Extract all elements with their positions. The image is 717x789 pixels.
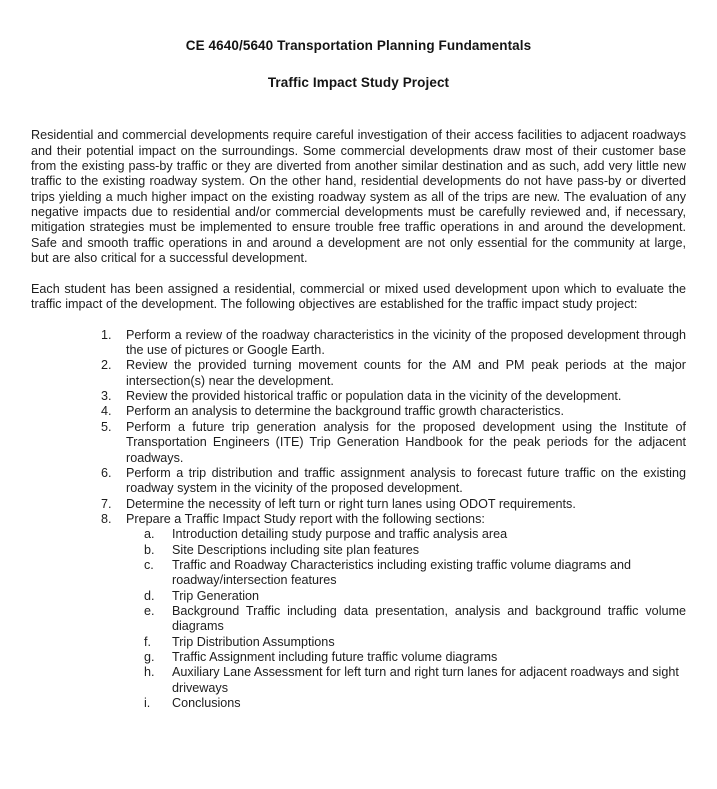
list-item-text: Perform a trip distribution and traffic assignment analysis to forecast future traffic on the existing roadway system in the vicinity of the proposed development. [126,465,686,496]
list-marker: h. [144,665,155,680]
list-item-text: Trip Distribution Assumptions [172,634,335,649]
list-item-text: Perform a review of the roadway characteristics in the vicinity of the proposed development through the use of pictures or Google Earth. [126,327,686,358]
list-item-text: Site Descriptions including site plan features [172,542,420,557]
list-marker: 2. [101,358,112,373]
list-marker: 4. [101,404,112,419]
list-item [126,527,686,542]
list-item [31,497,686,512]
list-item [31,420,686,466]
list-item-text: Prepare a Traffic Impact Study report with the following sections: [126,511,485,526]
report-sections-list [126,527,686,711]
list-marker: e. [144,603,155,618]
list-marker: 7. [101,496,112,511]
list-marker: c. [144,557,154,572]
list-marker: i. [144,696,151,710]
list-item [31,404,686,419]
list-marker: f. [144,634,151,649]
list-item-text: Auxiliary Lane Assessment for left turn and right turn lanes for adjacent roadways and sight driveways [172,665,679,695]
list-item [126,635,686,650]
list-item-text: Traffic Assignment including future traffic volume diagrams [172,649,498,664]
list-item [126,696,686,711]
list-item [31,328,686,359]
list-marker: b. [144,542,155,557]
list-marker: 8. [101,511,112,526]
list-item-text: Review the provided turning movement counts for the AM and PM peak periods at the major intersection(s) near the development. [126,358,686,388]
list-marker: 1. [101,327,112,342]
list-item [126,558,686,589]
list-item [126,589,686,604]
list-item-text: Perform an analysis to determine the background traffic growth characteristics. [126,404,564,419]
list-item-text: Trip Generation [172,588,260,603]
list-item [126,543,686,558]
list-item [31,389,686,404]
page-title: CE 4640/5640 Transportation Planning Fundamentals [185,38,532,53]
list-item [126,650,686,665]
list-marker: 3. [101,389,112,404]
page-subtitle: Traffic Impact Study Project [267,75,450,91]
intro-paragraph-1: Residential and commercial developments require careful investigation of their access facilities to adjacent roadways and their potential impact on the surroundings. Some commercial developments draw most of their customer base from the existing pass-by traffic or they are diverted from another similar destination and as such, add very little new traffic to the existing roadway system. On the other hand, residential developments do not have pass-by or diverted trips yielding a much higher impact on the existing roadway system as all of the trips are new. The evaluation of any negative impacts due to residential and/or commercial developments must be carefully reviewed and, if necessary, mitigation strategies must be implemented to ensure trouble free traffic operations in and around the development. Safe and smooth traffic operations in and around a development are not only essential for the community at large, but are also critical for a successful development. [31,128,686,266]
list-item-text: Background Traffic including data presentation, analysis and background traffic volume diagrams [172,603,686,634]
list-item-text: Introduction detailing study purpose and traffic analysis area [172,527,508,542]
list-item [31,466,686,497]
list-item [126,665,686,696]
list-item [126,604,686,635]
list-marker: d. [144,588,155,603]
list-item [31,358,686,389]
list-item-text: Traffic and Roadway Characteristics including existing traffic volume diagrams and roadway/intersection features [172,557,631,588]
list-item-text: Perform a future trip generation analysis for the proposed development using the Institute of Transportation Engineers (ITE) Trip Generation Handbook for the peak periods for the adjacent roadways. [126,419,686,465]
objectives-list [31,328,686,712]
list-item [31,512,686,711]
document-body [31,91,686,711]
list-marker: 6. [101,465,112,480]
list-item-text: Determine the necessity of left turn or right turn lanes using ODOT requirements. [126,496,576,511]
list-item-text: Conclusions [172,696,241,710]
list-marker: 5. [101,419,112,434]
list-marker: a. [144,527,155,542]
list-item-text: Review the provided historical traffic or population data in the vicinity of the development. [126,389,622,404]
intro-paragraph-2: Each student has been assigned a residential, commercial or mixed used development upon which to evaluate the traffic impact of the development. The following objectives are established for the traffic impact study project: [31,281,686,312]
document-header [0,0,717,91]
list-marker: g. [144,649,155,664]
